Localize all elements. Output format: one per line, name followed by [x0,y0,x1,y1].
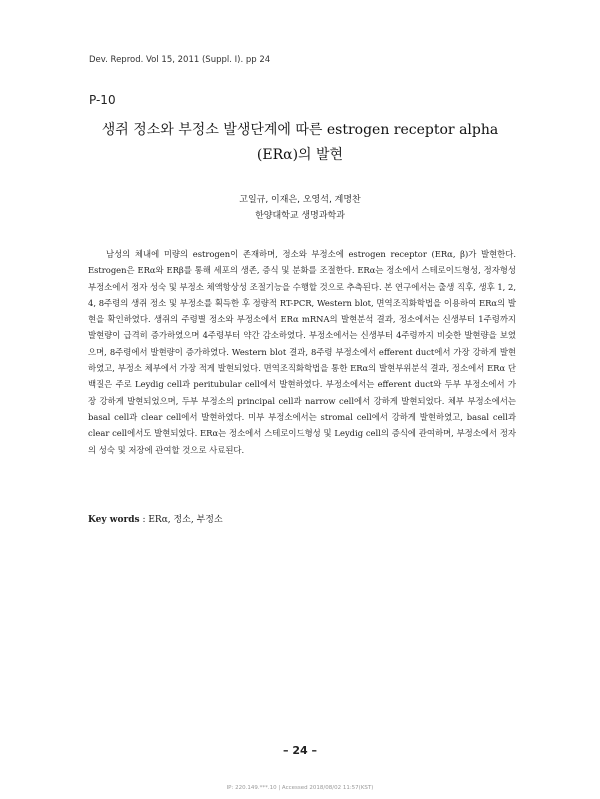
journal-header: Dev. Reprod. Vol 15, 2011 (Suppl. I). pp 24 [89,55,271,65]
title-line-2: (ERα)의 발현 [256,147,344,163]
access-footer: IP: 220.149.***.10 | Accessed 2018/08/02 11:57(KST) [226,785,374,791]
keywords-value: : ERα, 정소, 부정소 [142,515,223,525]
poster-code: P-10 [89,93,116,107]
abstract-body: 남성의 체내에 미량의 estrogen이 존재하며, 정소와 부정소에 estrogen receptor (ERα, β)가 발현한다. Estrogen은 ERα와 ERβ를 통해 세포의 생존, 증식 및 분화를 조절한다. ERα는 정소에서 스테로이드형성, 정자형성 부정소에서 정자 성숙 및 부정소 체액항상성 조절기능을 수행할 것으로 추측된다. 본 연구에서는 출생 직후, 생후 1, 2, 4, 8주령의 생쥐 정소 및 부정소를 획득한 후 정량적 RT-PCR, Western blot, 면역조직화학법을 이용하여 ERα의 발현을 확인하였다. 생쥐의 주령별 정소와 부정소에서 ERα mRNA의 발현분석 결과, 정소에서는 신생부터 1주령까지 발현량이 급격히 증가하였으며 4주령부터 약간 감소하였다. 부정소에서는 신생부터 4주령까지 비슷한 발현량을 보였으며, 8주령에서 발현량이 증가하였다. Western blot 결과, 8주령 부정소에서 efferent duct에서 가장 강하게 발현하였고, 부정소 체부에서 가장 적게 발현되었다. 면역조직화학법을 통한 ERα의 발현부위분석 결과, 정소에서 ERα 단백질은 주로 Leydig cell과 peritubular cell에서 발현하였다. 부정소에서는 efferent duct와 두부 부정소에서 가장 강하게 발현되었으며, 두부 부정소의 principal cell과 narrow cell에서 강하게 발현되었다. 체부 부정소에서는 basal cell과 clear cell에서 발현하였다. 미부 부정소에서는 stromal cell에서 강하게 발현하였고, basal cell과 clear cell에서도 발현되었다. ERα는 정소에서 스테로이드형성 및 Leydig cell의 증식에 관여하며, 부정소에서 정자의 성숙 및 저장에 관여할 것으로 사료된다. [88,249,516,455]
affiliation: 한양대학교 생명과학과 [255,211,345,221]
page-number: – 24 – [283,744,317,757]
title-line-1: 생쥐 정소와 부정소 발생단계에 따른 estrogen receptor alpha [101,122,499,138]
authors: 고일규, 이재은, 오영석, 계명찬 [239,195,361,205]
keywords-label: Key words [88,515,140,525]
keywords [88,512,223,525]
paper-title [60,118,540,168]
